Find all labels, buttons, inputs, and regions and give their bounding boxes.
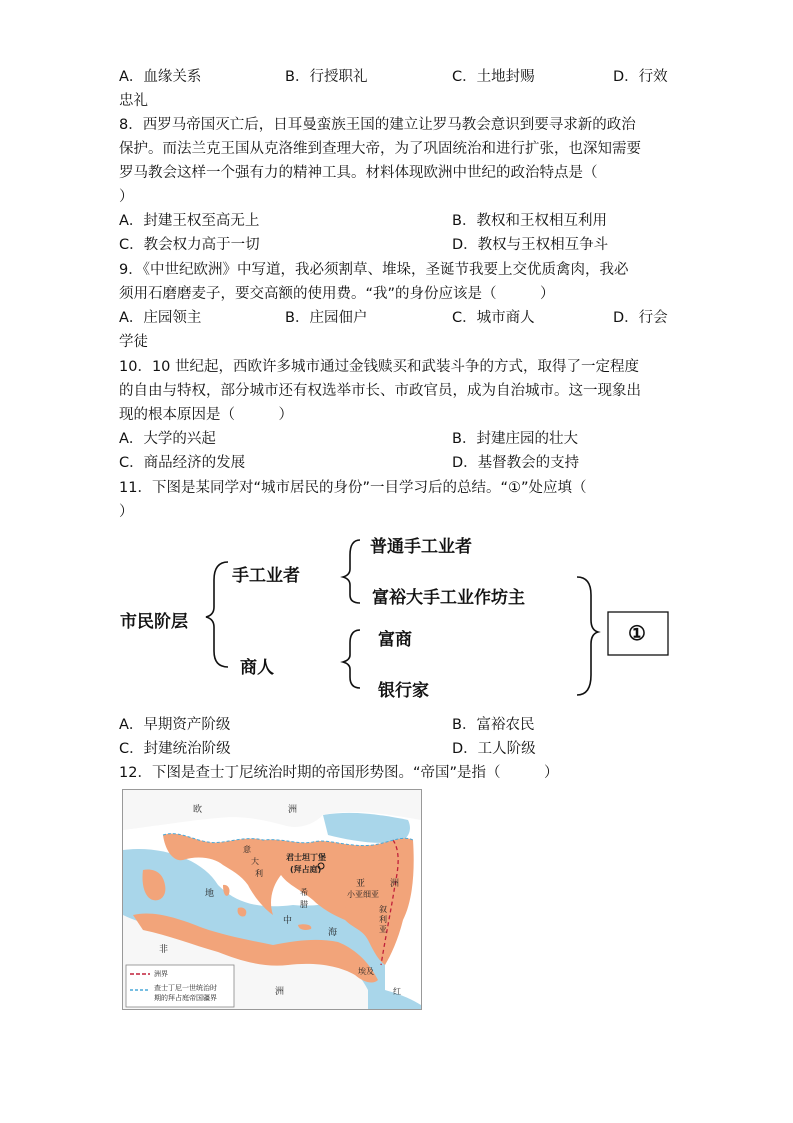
legend-label-empire-2: 期的拜占庭帝国疆界	[154, 994, 217, 1002]
map-label-greece-1: 希	[300, 888, 308, 897]
q10-option-a: A．大学的兴起	[119, 431, 216, 447]
q7-option-d: D．行效	[613, 69, 668, 85]
q11-option-c: C．封建统治阶级	[119, 741, 231, 757]
map-label-asia-2: 洲	[390, 879, 400, 889]
q10-option-c: C．商品经济的发展	[119, 455, 246, 471]
diagram-branch-merchants: 商人	[240, 658, 274, 678]
q9-text-line1: 9．《中世纪欧洲》中写道，我必须割草、堆垛，圣诞节我要上交优质禽肉，我必	[119, 262, 629, 278]
map-label-europe-1: 欧	[193, 805, 203, 815]
q8-option-a: A．封建王权至高无上	[119, 213, 260, 229]
map-label-asia-minor: 小亚细亚	[347, 890, 379, 899]
black-sea	[323, 813, 410, 843]
q11-text-line2: ）	[119, 504, 134, 520]
q10-option-b: B．封建庄园的壮大	[452, 431, 578, 447]
q9-option-d: D．行会	[613, 310, 668, 326]
map-label-med-2: 中	[283, 916, 293, 926]
q8-text-line1: 8．西罗马帝国灭亡后，日耳曼蛮族王国的建立让罗马教会意识到要寻求新的政治	[119, 117, 636, 133]
q10-text-line1: 10．10 世纪起，西欧许多城市通过金钱赎买和武装斗争的方式，取得了一定程度	[119, 359, 640, 375]
map-label-italy-1: 意	[243, 845, 251, 854]
q7-option-a: A．血缘关系	[119, 69, 202, 85]
map-label-europe-2: 洲	[288, 805, 298, 815]
q7-option-c: C．土地封赐	[452, 69, 535, 85]
q11-option-b: B．富裕农民	[452, 717, 535, 733]
q10-text-line3: 现的根本原因是（ ）	[119, 407, 293, 423]
byzantine-empire-map	[122, 789, 422, 1010]
diagram-leaf-rich-merchants: 富商	[378, 630, 412, 650]
diagram-blank-marker: ①	[628, 621, 646, 645]
q10-option-d: D．基督教会的支持	[452, 455, 580, 471]
map-label-italy-2: 大	[251, 857, 259, 866]
q9-option-a: A．庄园领主	[119, 310, 202, 326]
map-label-asia-1: 亚	[356, 879, 366, 889]
diagram-leaf-workshop-owners: 富裕大手工业作坊主	[372, 588, 525, 608]
island-cyprus	[340, 907, 347, 913]
q12-text-line1: 12．下图是查士丁尼统治时期的帝国形势图。“帝国”是指（ ）	[119, 765, 559, 781]
map-label-red-sea: 红	[393, 987, 401, 996]
q8-text-line2: 保护。而法兰克王国从克洛维到查理大帝，为了巩固统治和进行扩张，也深知需要	[119, 141, 641, 157]
map-label-africa-2: 洲	[275, 987, 285, 997]
map-label-constantinople: 君士坦丁堡	[286, 853, 326, 862]
q9-option-d-cont: 学徒	[119, 334, 148, 350]
map-label-med-1: 地	[205, 889, 215, 899]
q11-option-a: A．早期资产阶级	[119, 717, 231, 733]
map-label-med-3: 海	[328, 928, 338, 938]
map-label-syria-3: 亚	[379, 925, 387, 934]
diagram-root-label: 市民阶层	[120, 612, 188, 632]
q11-text-line1: 11．下图是某同学对“城市居民的身份”一目学习后的总结。“①”处应填（	[119, 480, 587, 496]
map-label-italy-3: 利	[255, 869, 263, 878]
diagram-leaf-ordinary-craftsmen: 普通手工业者	[370, 537, 472, 557]
q8-option-d: D．教权与王权相互争斗	[452, 237, 609, 253]
q9-option-c: C．城市商人	[452, 310, 535, 326]
q9-option-b: B．庄园佃户	[285, 310, 368, 326]
q8-text-line4: ）	[119, 189, 134, 205]
legend-label-empire-1: 查士丁尼一世统治时	[154, 984, 217, 992]
q8-option-b: B．教权和王权相互利用	[452, 213, 607, 229]
legend-label-continent: 洲界	[154, 970, 168, 978]
map-label-byzantium: (拜占庭)	[290, 865, 322, 874]
map-label-syria-2: 利	[379, 915, 387, 924]
q8-text-line3: 罗马教会这样一个强有力的精神工具。材料体现欧洲中世纪的政治特点是（	[119, 165, 598, 181]
q11-option-d: D．工人阶级	[452, 741, 536, 757]
map-label-syria-1: 叙	[379, 905, 387, 914]
diagram-branch-craftsmen: 手工业者	[232, 566, 300, 586]
identity-diagram	[110, 525, 680, 705]
map-label-africa-1: 非	[159, 945, 169, 955]
map-label-egypt: 埃及	[358, 967, 374, 976]
diagram-leaf-bankers: 银行家	[378, 681, 429, 701]
q9-text-line2: 须用石磨磨麦子，要交高额的使用费。“我”的身份应该是（ ）	[119, 286, 555, 302]
map-label-greece-2: 腊	[300, 900, 308, 909]
q7-option-d-cont: 忠礼	[119, 93, 148, 109]
q7-option-b: B．行授职礼	[285, 69, 368, 85]
q10-text-line2: 的自由与特权，部分城市还有权选举市长、市政官员，成为自治城市。这一现象出	[119, 383, 641, 399]
q8-option-c: C．教会权力高于一切	[119, 237, 260, 253]
